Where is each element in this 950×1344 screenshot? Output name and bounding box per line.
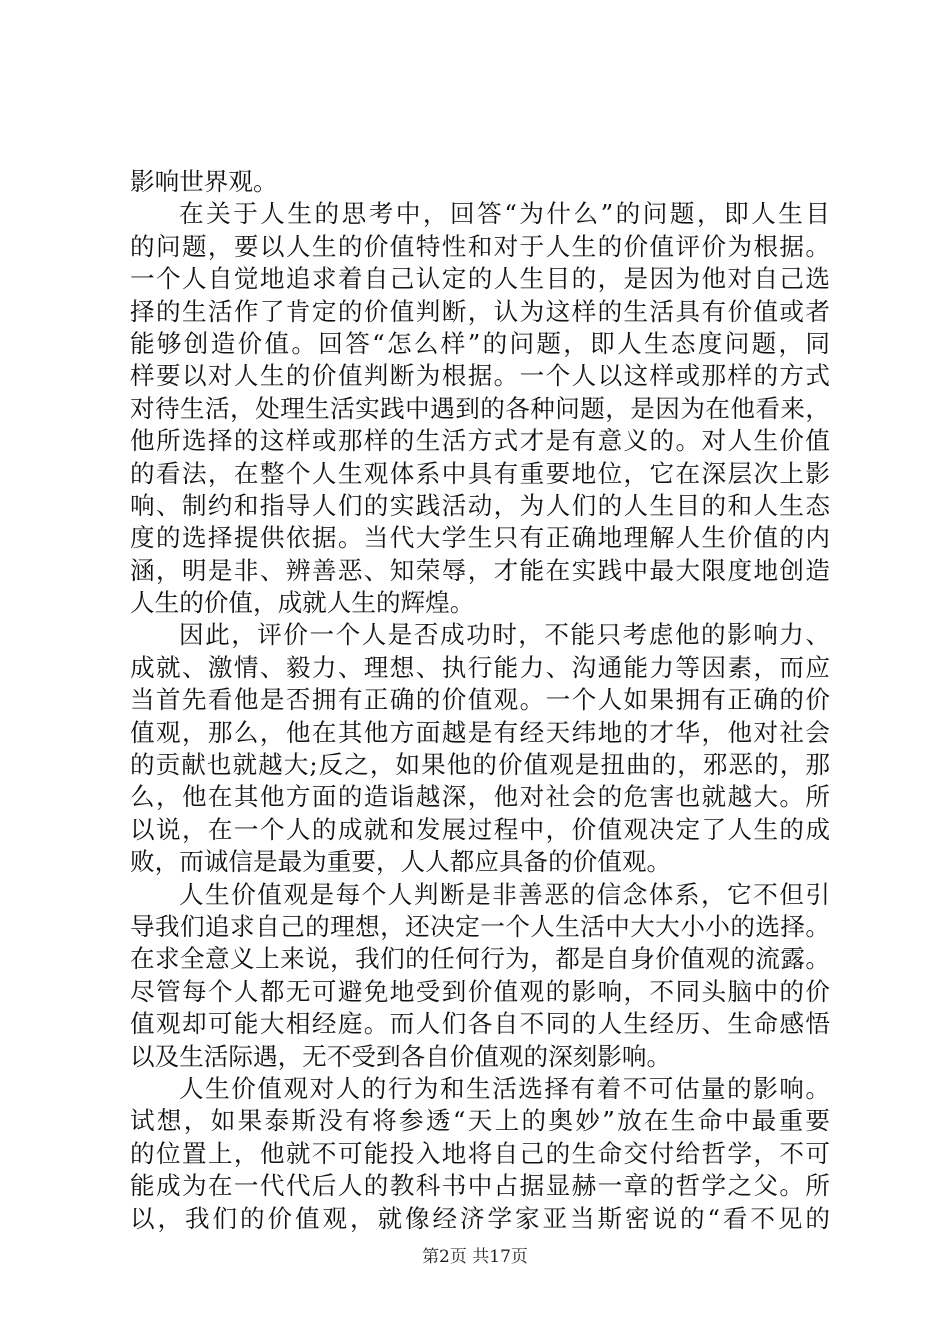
page-footer: 第2页 共17页 — [422, 1247, 528, 1267]
text-line: 的看法，在整个人生观体系中具有重要地位，它在深层次上影 — [130, 458, 830, 488]
text-line: 对待生活，处理生活实践中遇到的各种问题，是因为在他看来， — [130, 393, 830, 423]
text-line: 在求全意义上来说，我们的任何行为，都是自身价值观的流露。 — [130, 944, 830, 974]
text-line: 导我们追求自己的理想，还决定一个人生活中大大小小的选择。 — [130, 911, 830, 941]
text-line: 试想，如果泰斯没有将参透“天上的奥妙”放在生命中最重要 — [130, 1106, 830, 1136]
text-line: 能够创造价值。回答“怎么样”的问题，即人生态度问题，同 — [130, 328, 830, 358]
text-line: 涵，明是非、辨善恶、知荣辱，才能在实践中最大限度地创造 — [130, 555, 830, 585]
text-line: 尽管每个人都无可避免地受到价值观的影响，不同头脑中的价 — [130, 976, 830, 1006]
text-line: 人生的价值，成就人生的辉煌。 — [130, 588, 475, 618]
text-line: 度的选择提供依据。当代大学生只有正确地理解人生价值的内 — [130, 523, 830, 553]
text-line: 以及生活际遇，无不受到各自价值观的深刻影响。 — [130, 1041, 672, 1071]
text-line: 样要以对人生的价值判断为根据。一个人以这样或那样的方式 — [130, 361, 830, 391]
text-line: 的位置上，他就不可能投入地将自己的生命交付给哲学，不可 — [130, 1138, 830, 1168]
text-line: 在关于人生的思考中，回答“为什么”的问题，即人生目 — [179, 199, 830, 229]
text-line: 当首先看他是否拥有正确的价值观。一个人如果拥有正确的价 — [130, 685, 830, 715]
text-line: 一个人自觉地追求着自己认定的人生目的，是因为他对自己选 — [130, 264, 830, 294]
text-line: 值观，那么，他在其他方面越是有经天纬地的才华，他对社会 — [130, 717, 830, 747]
document-body — [130, 166, 830, 1235]
text-line: 能成为在一代代后人的教科书中占据显赫一章的哲学之父。所 — [130, 1171, 830, 1201]
text-line: 以说，在一个人的成就和发展过程中，价值观决定了人生的成 — [130, 814, 830, 844]
text-line: 因此，评价一个人是否成功时，不能只考虑他的影响力、 — [179, 620, 830, 650]
text-line: 么，他在其他方面的造诣越深，他对社会的危害也就越大。所 — [130, 782, 830, 812]
text-line: 影响世界观。 — [130, 167, 278, 196]
text-line: 成就、激情、毅力、理想、执行能力、沟通能力等因素，而应 — [130, 652, 830, 682]
text-line: 以，我们的价值观，就像经济学家亚当斯密说的“看不见的 — [130, 1203, 830, 1233]
text-line: 人生价值观对人的行为和生活选择有着不可估量的影响。 — [179, 1073, 830, 1103]
text-line: 的问题，要以人生的价值特性和对于人生的价值评价为根据。 — [130, 231, 830, 261]
text-line: 的贡献也就越大;反之，如果他的价值观是扭曲的，邪恶的，那 — [130, 750, 830, 780]
text-line: 败，而诚信是最为重要，人人都应具备的价值观。 — [130, 847, 672, 877]
text-line: 值观却可能大相经庭。而人们各自不同的人生经历、生命感悟 — [130, 1009, 830, 1039]
text-line: 人生价值观是每个人判断是非善恶的信念体系，它不但引 — [179, 879, 830, 909]
text-line: 择的生活作了肯定的价值判断，认为这样的生活具有价值或者 — [130, 296, 830, 326]
text-line: 响、制约和指导人们的实践活动，为人们的人生目的和人生态 — [130, 490, 830, 520]
text-line: 他所选择的这样或那样的生活方式才是有意义的。对人生价值 — [130, 426, 830, 456]
